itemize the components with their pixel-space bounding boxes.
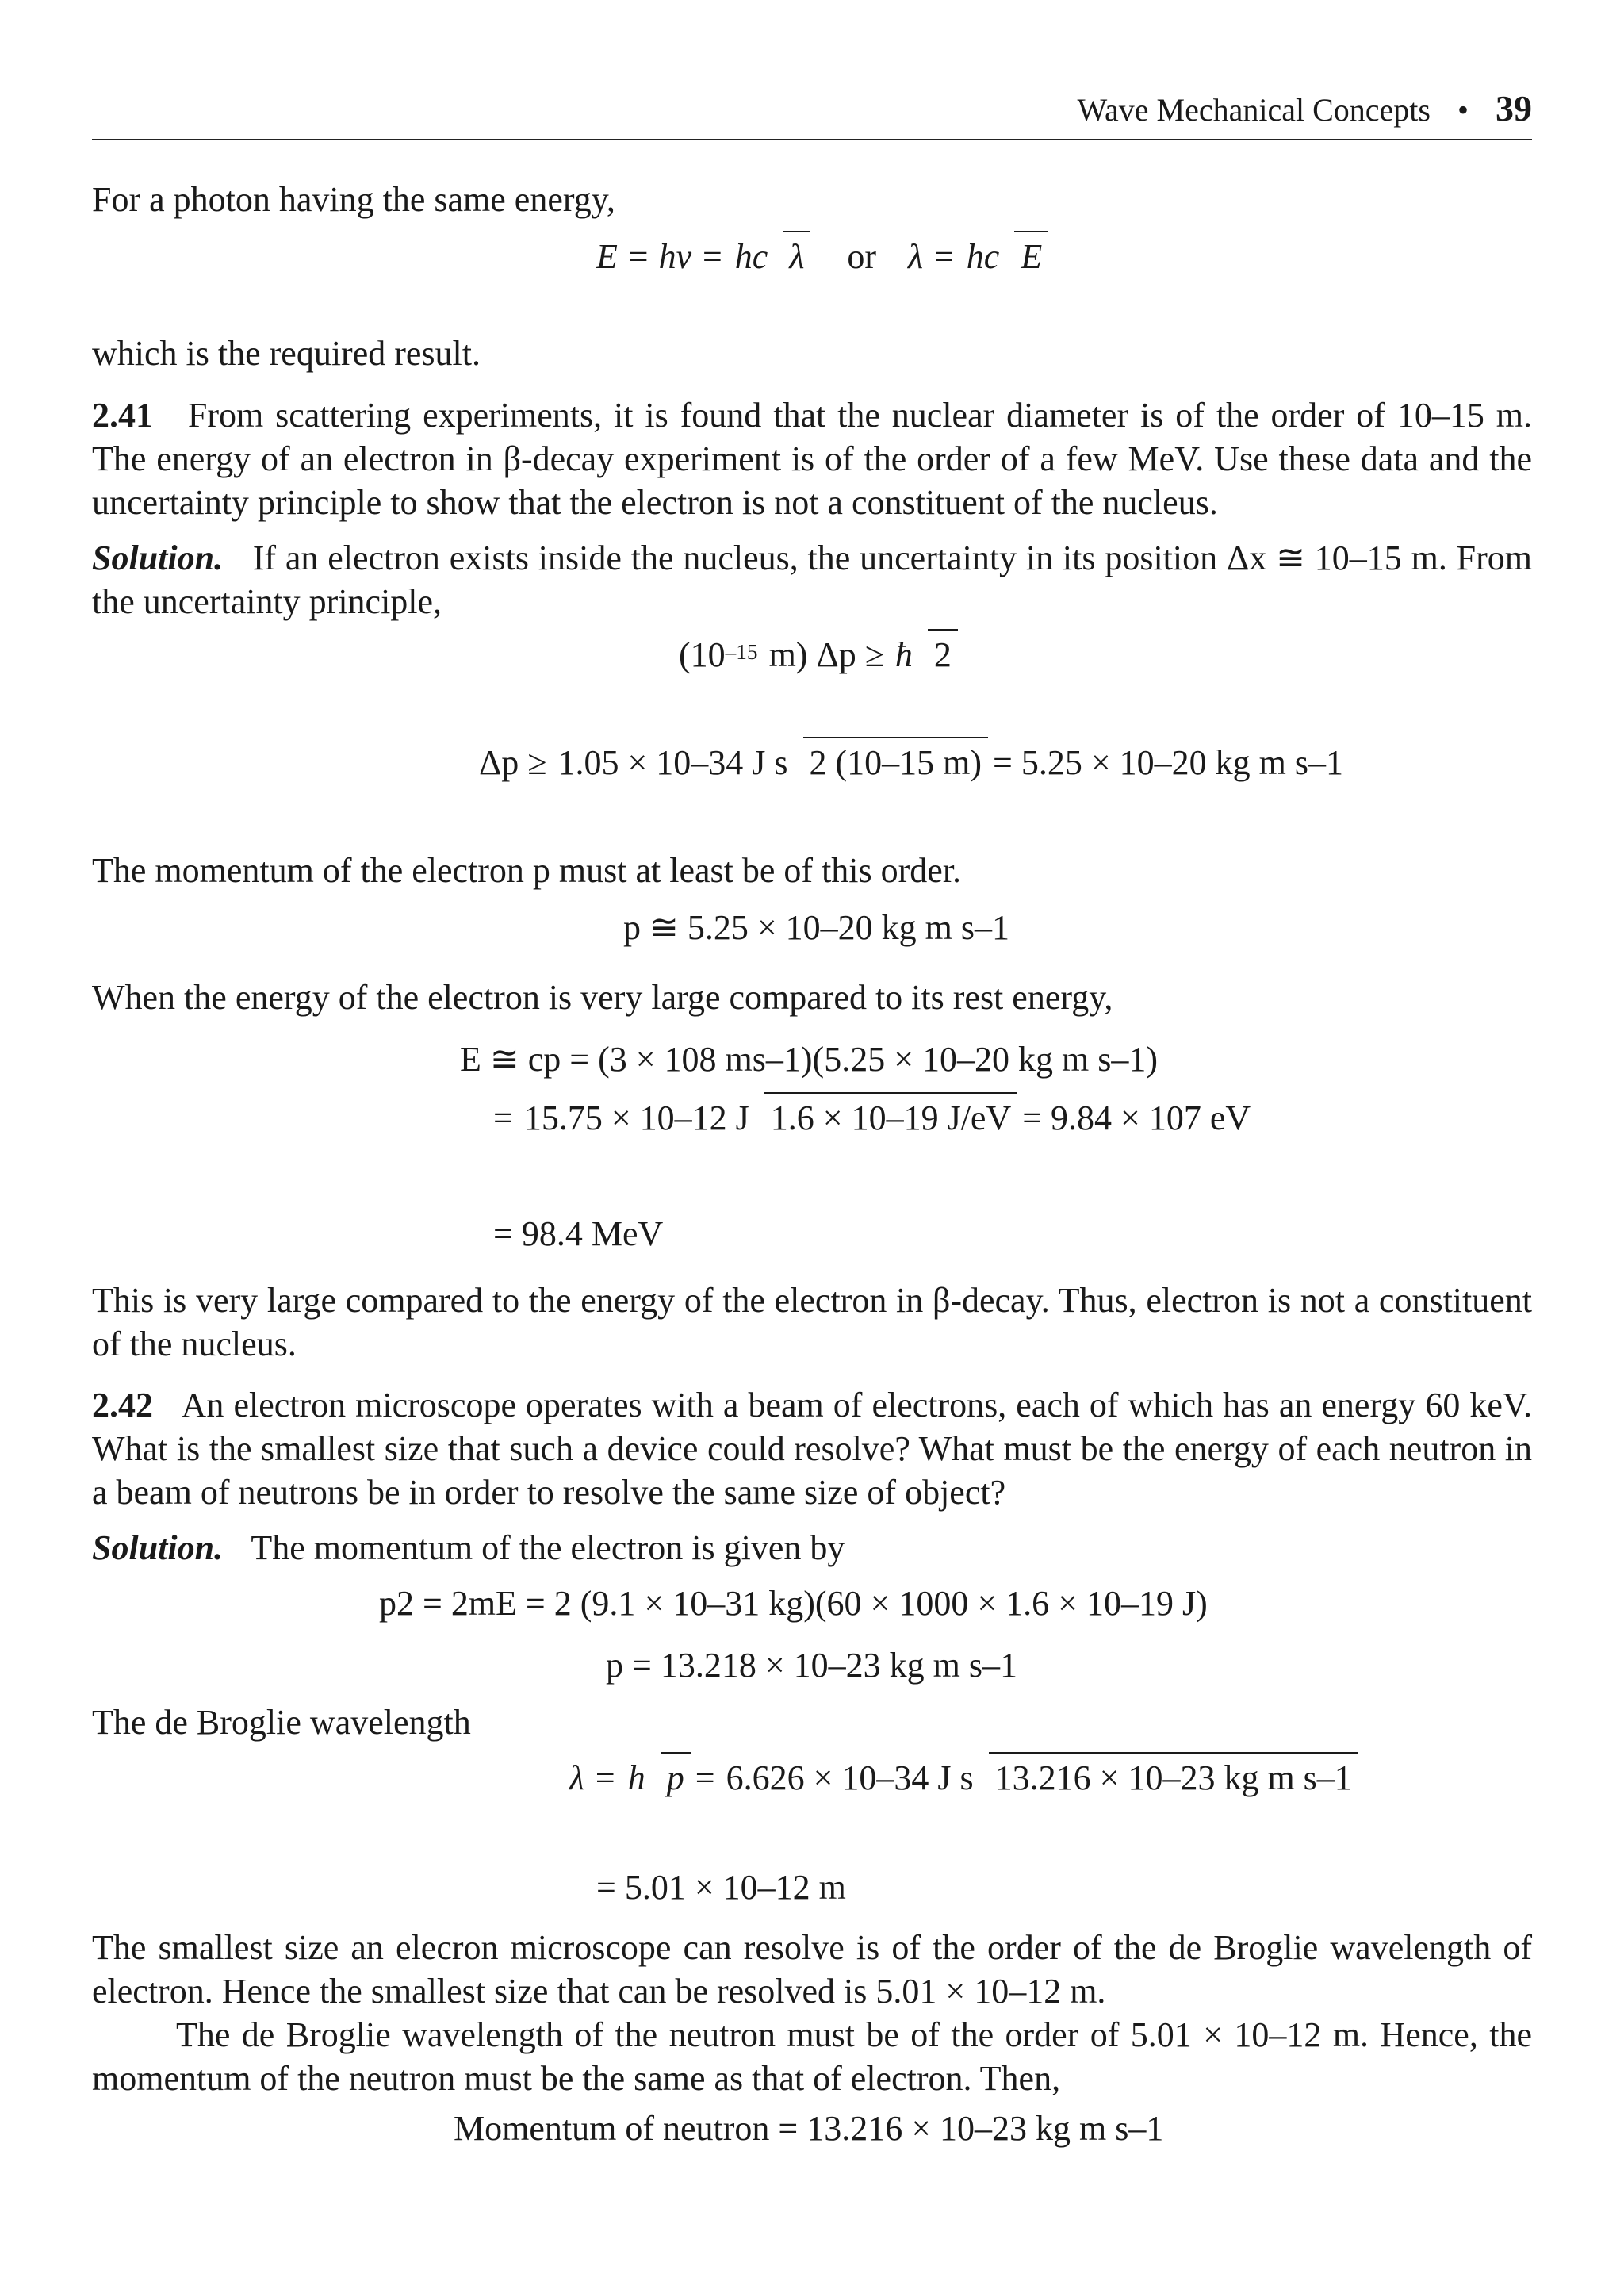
equation-delta-p	[479, 742, 1343, 784]
eq10-equals: =	[695, 1758, 715, 1797]
paragraph-conclusion: This is very large compared to the energy of the electron in β-decay. Thus, electron is not a constituent of the nucleus.	[92, 1281, 1532, 1363]
solution-label: Solution.	[92, 1528, 224, 1567]
solution-text: If an electron exists inside the nucleus, the uncertainty in its position Δx ≅ 10–15 m. From the uncertainty principle,	[92, 539, 1532, 621]
problem-number: 2.41	[92, 396, 153, 435]
eq2-mid: m) Δp ≥	[768, 635, 884, 674]
equation-energy-ev	[493, 1098, 1251, 1140]
equation-energy-cp: E ≅ cp = (3 × 108 ms–1)(5.25 × 10–20 kg m s–1)	[460, 1040, 1159, 1079]
equation-photon-energy	[596, 236, 1053, 278]
eq6-rhs: = 9.84 × 107 eV	[1022, 1098, 1251, 1137]
problem-2-41	[92, 393, 1532, 524]
eq6-fraction: 15.75 × 10–12 J 1.6 × 10–19 J/eV	[518, 1098, 1017, 1140]
paragraph-smallest-size: The smallest size an elecron microscope can resolve is of the order of the de Broglie wavelength of electron. Hence the smallest size that can be resolved is 5.01 × 10–12 m.	[92, 1928, 1532, 2011]
eq10-fraction-1: h p	[622, 1758, 691, 1800]
page-number: 39	[1496, 88, 1532, 128]
equation-wavelength-value: = 5.01 × 10–12 m	[596, 1868, 846, 1907]
paragraph-rest-energy: When the energy of the electron is very large compared to its rest energy,	[92, 978, 1113, 1017]
problem-text: An electron microscope operates with a beam of electrons, each of which has an energy 60 keV. What is the smallest size that such a device could resolve? What must be the energy of each neutron in a beam of neutrons be in order to resolve the same size of object?	[92, 1386, 1532, 1512]
eq2-lhs: (10	[679, 635, 726, 674]
paragraph-required-result: which is the required result.	[92, 334, 481, 373]
eq3-fraction: 1.05 × 10–34 J s 2 (10–15 m)	[551, 742, 988, 784]
paragraph-neutron: The de Broglie wavelength of the neutron must be of the order of 5.01 × 10–12 m. Hence, the momentum of the neutron must be the same as that of electron. Then,	[92, 2015, 1532, 2098]
eq10-fraction-2: 6.626 × 10–34 J s 13.216 × 10–23 kg m s–1	[720, 1758, 1358, 1800]
eq10-lhs: λ =	[569, 1758, 617, 1797]
eq1-lhs: E = hν =	[596, 237, 724, 276]
equation-momentum: p ≅ 5.25 × 10–20 kg m s–1	[623, 908, 1010, 947]
equation-p-squared: p2 = 2mE = 2 (9.1 × 10–31 kg)(60 × 1000 × 1.6 × 10–19 J)	[379, 1584, 1208, 1623]
eq3-lhs: Δp ≥	[479, 743, 547, 782]
problem-2-42	[92, 1383, 1532, 1514]
eq2-fraction: ħ 2	[889, 635, 958, 677]
running-header	[1077, 87, 1532, 129]
solution-2-42	[92, 1526, 1532, 1570]
solution-text: The momentum of the electron is given by	[251, 1528, 845, 1567]
equation-neutron-momentum: Momentum of neutron = 13.216 × 10–23 kg m s–1	[454, 2109, 1164, 2148]
equation-p-value: p = 13.218 × 10–23 kg m s–1	[606, 1646, 1017, 1685]
eq1-or: or	[847, 237, 877, 276]
eq1-fraction-2: hc E	[960, 236, 1048, 278]
problem-number: 2.42	[92, 1386, 153, 1424]
equation-uncertainty: (10 $^{-15}$ m) Δp ≥ ħ 2	[679, 635, 963, 677]
paragraph-momentum-order: The momentum of the electron p must at least be of this order.	[92, 851, 962, 890]
eq3-rhs: = 5.25 × 10–20 kg m s–1	[993, 743, 1344, 782]
solution-2-41	[92, 536, 1532, 623]
eq1-fraction-1: hc λ	[729, 236, 811, 278]
problem-text: From scattering experiments, it is found that the nuclear diameter is of the order of 10–15 m. The energy of an electron in β-decay experiment is of the order of a few MeV. Use these data and the uncertainty principle to show that the electron is not a constituent of the nucleus.	[92, 396, 1532, 522]
eq6-lhs: =	[493, 1098, 513, 1137]
paragraph-photon: For a photon having the same energy,	[92, 180, 615, 219]
equation-mev: = 98.4 MeV	[493, 1214, 664, 1253]
equation-wavelength	[569, 1758, 1363, 1800]
eq1-lhs2: λ =	[908, 237, 956, 276]
paragraph-de-broglie: The de Broglie wavelength	[92, 1703, 471, 1742]
solution-label: Solution.	[92, 539, 224, 577]
header-rule	[92, 139, 1532, 140]
chapter-title: Wave Mechanical Concepts	[1077, 92, 1431, 128]
header-bullet: •	[1457, 92, 1469, 128]
